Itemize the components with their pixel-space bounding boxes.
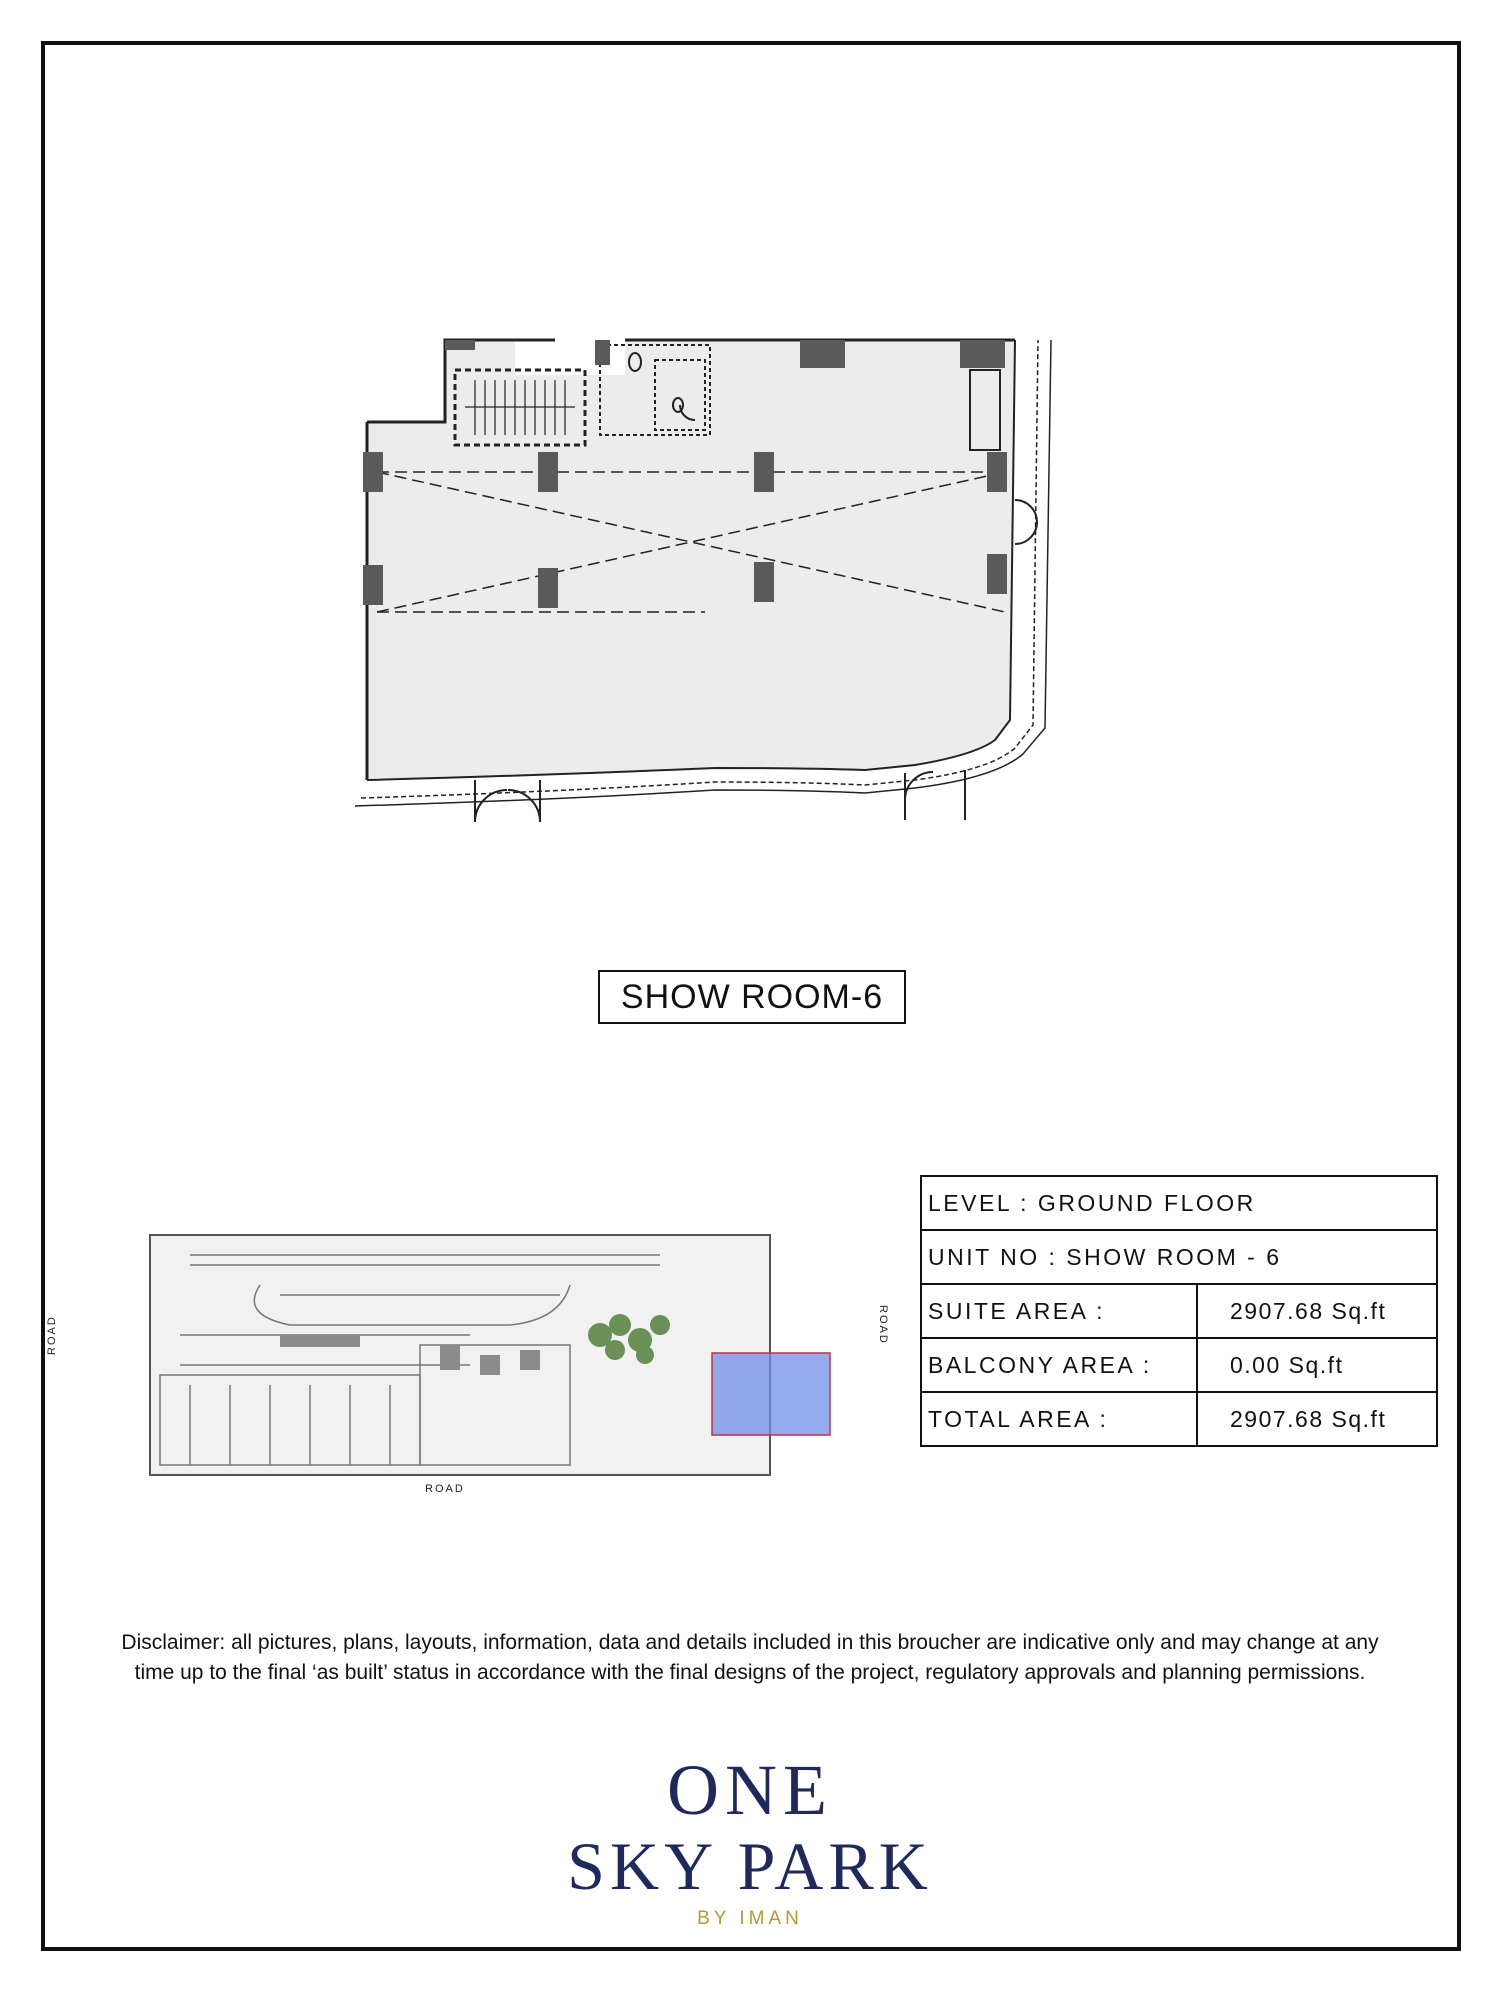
suite-area-label: SUITE AREA : bbox=[921, 1284, 1197, 1338]
level-cell: LEVEL : GROUND FLOOR bbox=[921, 1176, 1437, 1230]
road-label-right: ROAD bbox=[877, 1305, 889, 1345]
balcony-area-value: 0.00 Sq.ft bbox=[1197, 1338, 1437, 1392]
total-area-value: 2907.68 Sq.ft bbox=[1197, 1392, 1437, 1446]
unit-title: SHOW ROOM-6 bbox=[598, 970, 906, 1024]
road-label-left: ROAD bbox=[46, 1315, 58, 1355]
road-label-bottom: ROAD bbox=[425, 1483, 465, 1495]
floor-plan bbox=[355, 330, 1135, 830]
suite-area-value: 2907.68 Sq.ft bbox=[1197, 1284, 1437, 1338]
balcony-area-label: BALCONY AREA : bbox=[921, 1338, 1197, 1392]
unit-no-cell: UNIT NO : SHOW ROOM - 6 bbox=[921, 1230, 1437, 1284]
logo-word-one: ONE bbox=[667, 1750, 833, 1830]
table-row bbox=[921, 1284, 1437, 1338]
table-row bbox=[921, 1392, 1437, 1446]
logo-line-one bbox=[450, 1750, 1050, 1830]
logo-line-skypark: SKY PARK bbox=[567, 1828, 933, 1904]
brand-logo bbox=[450, 1750, 1050, 1940]
disclaimer-text: Disclaimer: all pictures, plans, layouts, information, data and details included in this broucher are indicative only and may change at any time up to the final ‘as built’ status in accordance with the final designs of the project, regulatory approvals and planning permissions. bbox=[121, 1631, 1379, 1684]
site-key-plan bbox=[40, 1225, 900, 1505]
logo-tagline: BY IMAN bbox=[697, 1908, 803, 1929]
unit-details-table bbox=[920, 1175, 1438, 1447]
table-row bbox=[921, 1176, 1437, 1230]
total-area-label: TOTAL AREA : bbox=[921, 1392, 1197, 1446]
table-row bbox=[921, 1338, 1437, 1392]
unit-highlight bbox=[712, 1353, 830, 1435]
table-row bbox=[921, 1230, 1437, 1284]
